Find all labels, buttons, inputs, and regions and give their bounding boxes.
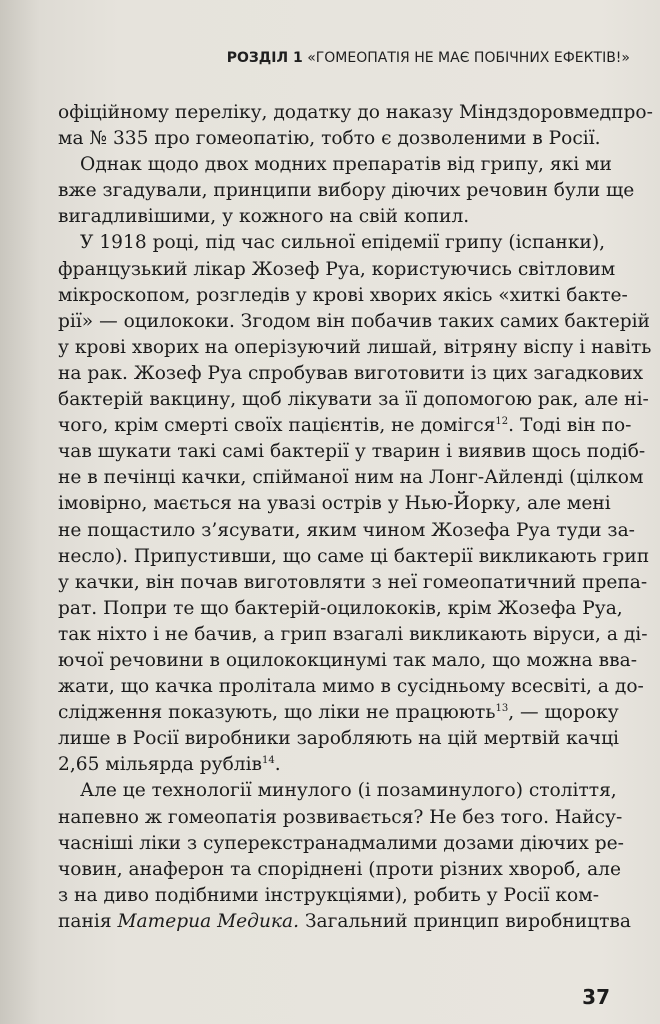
running-header	[227, 50, 630, 66]
footnote-ref-14[interactable]: 14	[262, 755, 275, 767]
line-text: чого, крім смерті своїх пацієнтів, не домігся	[58, 415, 496, 437]
text-line-with-footnote	[58, 700, 619, 726]
text-line: Але це технології минулого (і позаминулого) століття,	[80, 780, 617, 802]
text-line: ма № 335 про гомеопатію, тобто є дозволеними в Росії.	[58, 128, 601, 150]
text-line-with-italic	[58, 909, 631, 935]
text-line: з на диво подібними інструкціями), робить у Росії ком-	[58, 884, 599, 906]
text-line: У 1918 році, під час сильної епідемії грипу (іспанки),	[80, 232, 605, 254]
text-line: імовірно, мається на увазі острів у Нью-Йорку, але мені	[58, 493, 611, 515]
text-line: човин, анаферон та споріднені (проти різних хвороб, але	[58, 858, 621, 880]
text-line-with-footnote	[58, 413, 632, 439]
line-text: .	[274, 754, 281, 776]
text-line: Однак щодо двох модних препаратів від грипу, які ми	[80, 154, 612, 176]
text-line: не в печінці качки, спійманої ним на Лонг-Айленді (цілком	[58, 467, 644, 489]
body-text	[58, 100, 653, 935]
paragraph-1	[58, 100, 653, 152]
company-name: Материа Медика.	[117, 910, 300, 932]
line-text: слідження показують, що ліки не працюють	[58, 702, 496, 724]
text-line: рії» — оцилококи. Згодом він побачив таких самих бактерій	[58, 310, 650, 332]
text-line: у качки, він почав виготовляти з неї гомеопатичний препа-	[58, 571, 648, 593]
text-line: ючої речовини в оцилококцинумі так мало, що можна вва-	[58, 649, 637, 671]
text-line: у крові хворих на оперізуючий лишай, вітряну віспу і навіть	[58, 336, 652, 358]
chapter-label: РОЗДІЛ 1	[226, 50, 303, 66]
text-line: вже згадували, принципи вибору діючих речовин були ще	[58, 180, 635, 202]
line-text: , — щороку	[508, 702, 619, 724]
text-line: французький лікар Жозеф Руа, користуючись світловим	[58, 258, 616, 280]
text-line: жати, що качка пролітала мимо в сусідньому всесвіті, а до-	[58, 676, 644, 698]
chapter-title: «ГОМЕОПАТІЯ НЕ МАЄ ПОБІЧНИХ ЕФЕКТІВ!»	[307, 50, 630, 66]
text-line: часніші ліки з суперекстранадмалими дозами діючих ре-	[58, 832, 624, 854]
text-line: чав шукати такі самі бактерії у тварин і виявив щось подіб-	[58, 441, 646, 463]
text-line: несло). Припустивши, що саме ці бактерії викликають грип	[58, 545, 650, 567]
line-text: Загальний принцип виробництва	[304, 910, 631, 932]
text-line: рат. Попри те що бактерій-оцилококів, крім Жозефа Руа,	[58, 597, 623, 619]
paragraph-4	[58, 778, 631, 935]
line-text: панія	[58, 910, 112, 932]
text-line: так ніхто і не бачив, а грип взагалі викликають віруси, а ді-	[58, 623, 648, 645]
paragraph-2	[58, 152, 635, 230]
text-line: напевно ж гомеопатія розвивається? Не без того. Найсу-	[58, 806, 623, 828]
text-line: лише в Росії виробники заробляють на цій мертвій качці	[58, 728, 620, 750]
footnote-ref-12[interactable]: 12	[495, 415, 509, 427]
text-line: мікроскопом, розгледів у крові хворих якісь «хиткі бакте-	[58, 284, 628, 306]
text-line: вигадливішими, у кожного на свій копил.	[58, 206, 470, 228]
page-number: 37	[582, 985, 610, 1009]
text-line-with-footnote	[58, 752, 544, 778]
text-line: не пощастило з’ясувати, яким чином Жозефа Руа туди за-	[58, 519, 635, 541]
text-line: бактерій вакцину, щоб лікувати за її допомогою рак, але ні-	[58, 389, 649, 411]
text-line: офіційному переліку, додатку до наказу Міндздоровмедпро-	[58, 102, 653, 123]
line-text: 2,65 мільярда рублів	[58, 754, 262, 776]
line-text: . Тоді він по-	[508, 415, 632, 437]
paragraph-3	[58, 230, 652, 778]
text-line: на рак. Жозеф Руа спробував виготовити із цих загадкових	[58, 362, 644, 384]
footnote-ref-13[interactable]: 13	[495, 702, 509, 714]
